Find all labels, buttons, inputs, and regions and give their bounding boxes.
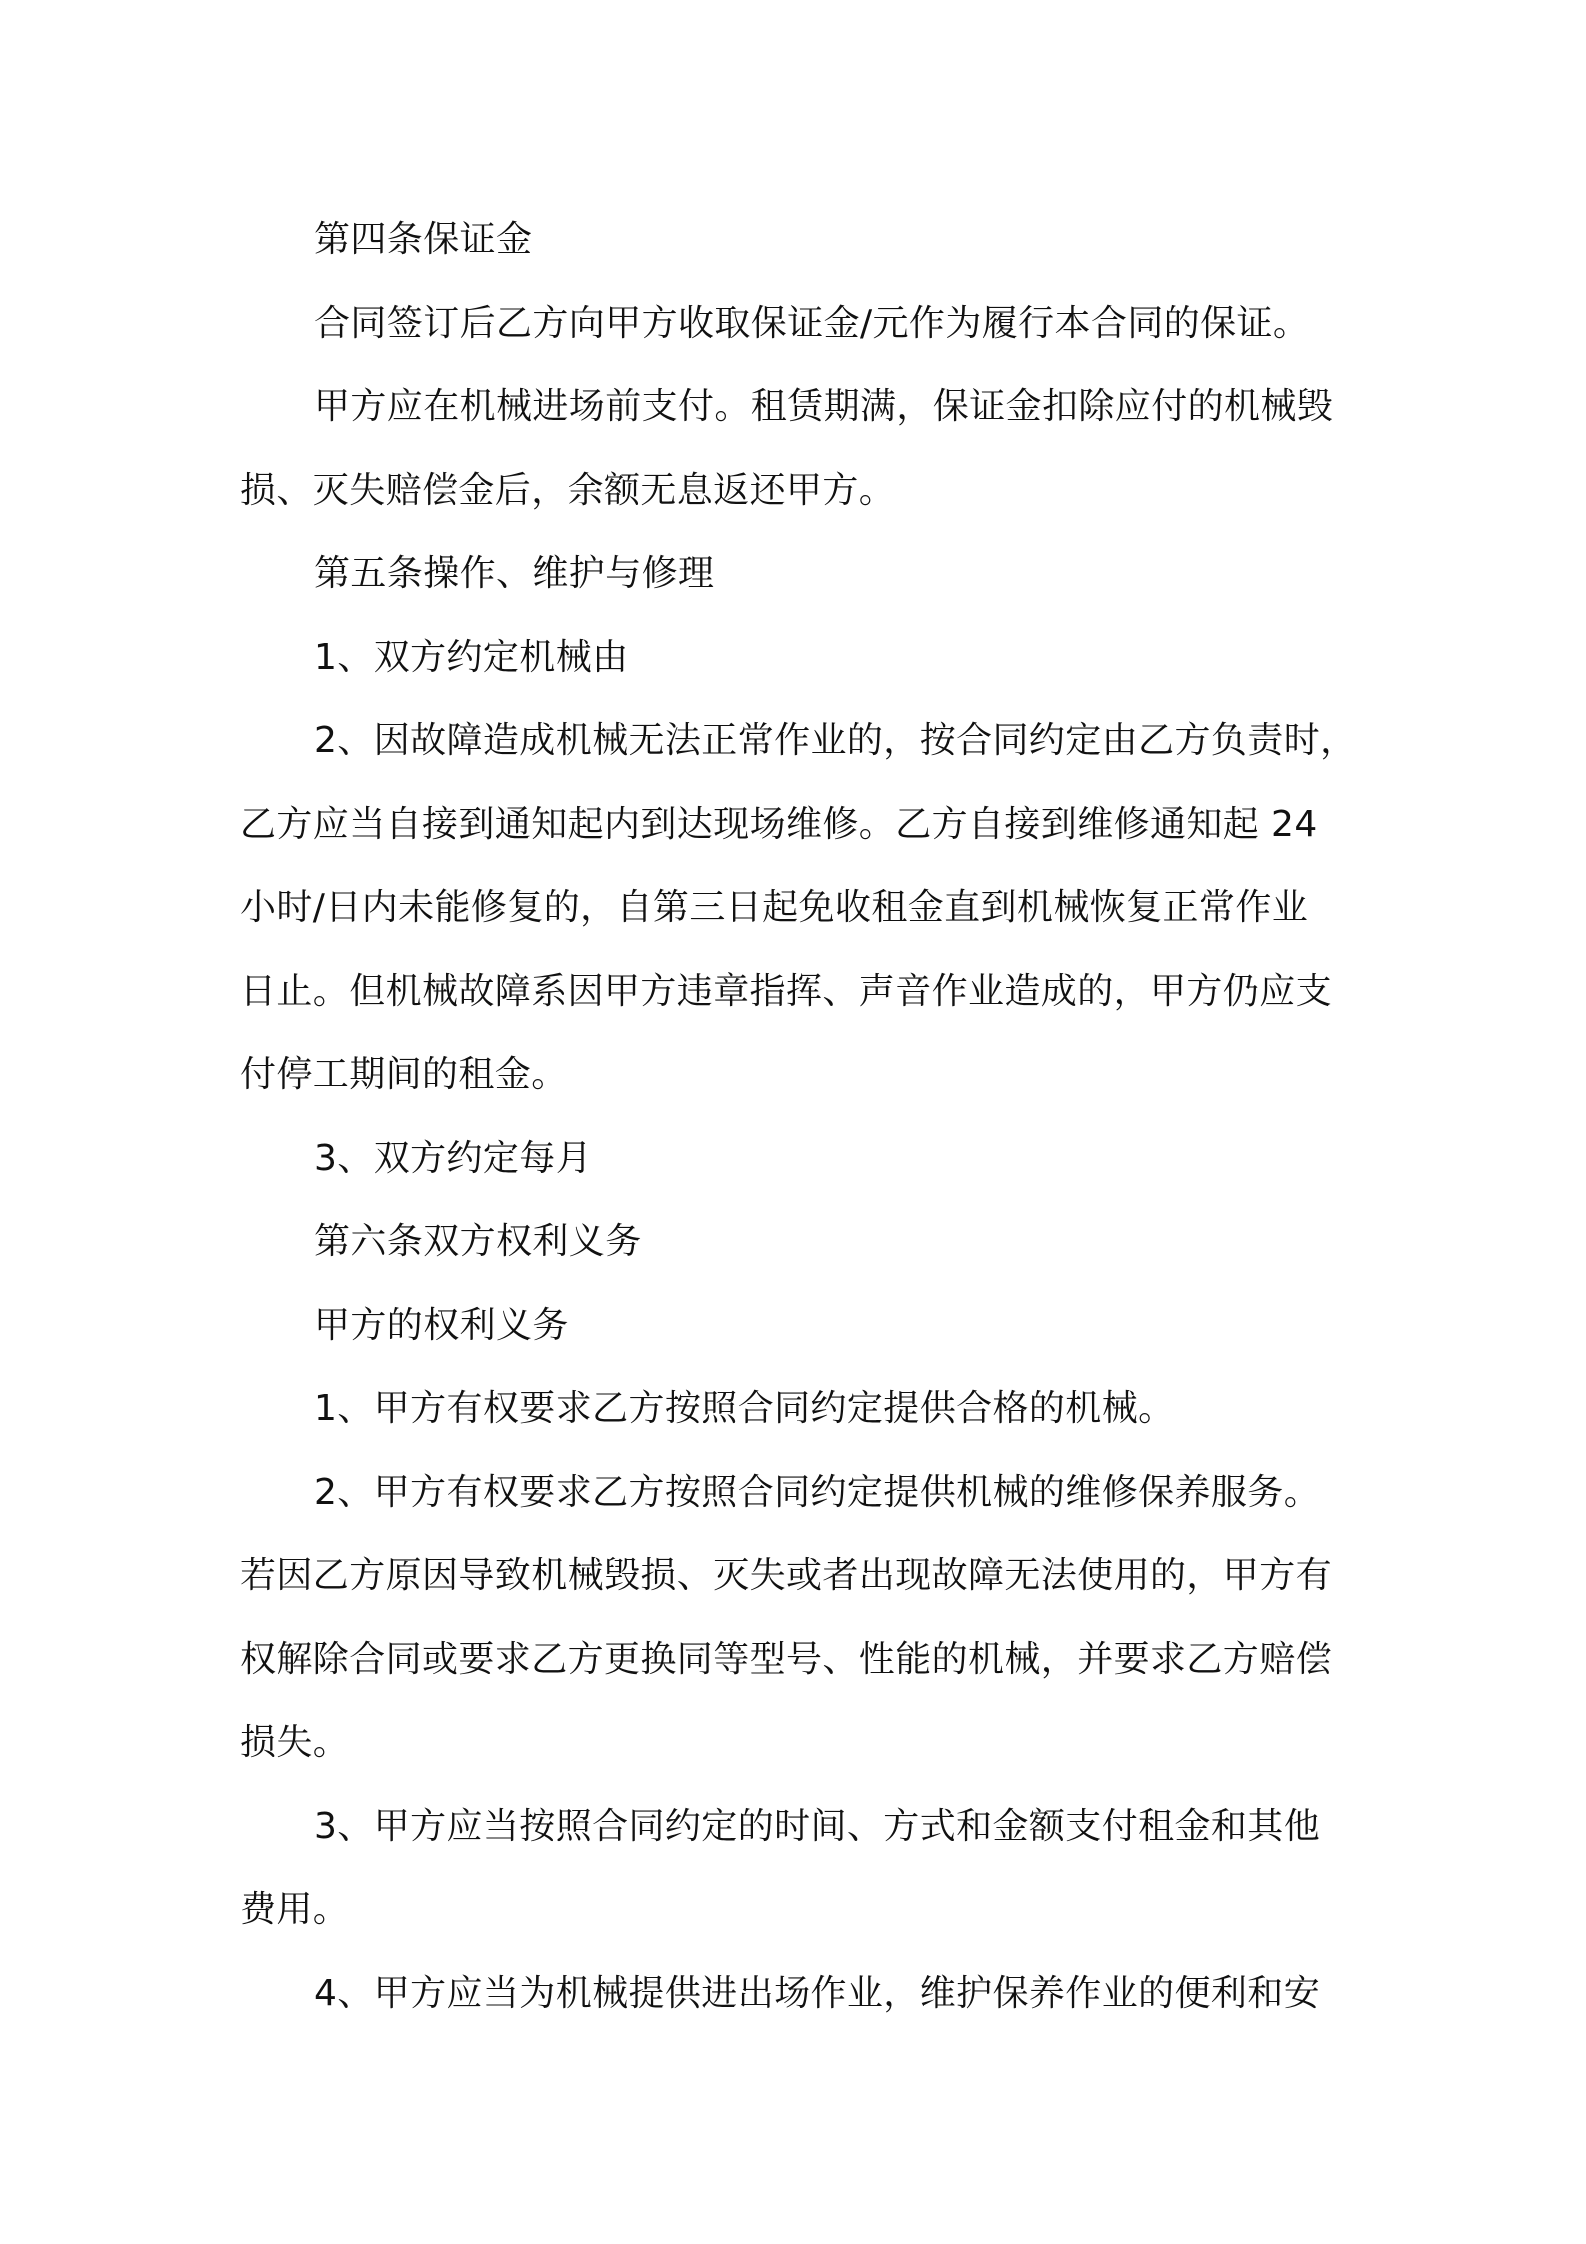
text-line: 4、甲方应当为机械提供进出场作业，维护保养作业的便利和安 [314,1972,1321,2014]
text-line: 损失。 [240,1722,350,1763]
article-4-heading [240,198,1360,282]
text-line: 甲方的权利义务 [314,1304,569,1346]
paragraph [240,1367,1360,1451]
document-body [240,198,1360,2035]
text-line: 3、甲方应当按照合同约定的时间、方式和金额支付租金和其他 [314,1805,1321,1847]
text-line: 第六条双方权利义务 [314,1221,642,1262]
subheading [240,1284,1360,1368]
paragraph [240,1451,1360,1785]
text-line: 小时/日内未能修复的，自第三日起免收租金直到机械恢复正常作业 [240,887,1309,928]
text-line: 付停工期间的租金。 [240,1054,568,1095]
paragraph [240,1952,1360,2036]
text-line: 2、因故障造成机械无法正常作业的，按合同约定由乙方负责时， [314,720,1357,761]
paragraph [240,282,1360,366]
text-line: 乙方应当自接到通知起内到达现场维修。乙方自接到维修通知起 24 [240,803,1318,845]
text-line: 日止。但机械故障系因甲方违章指挥、声音作业造成的，甲方仍应支 [240,970,1333,1012]
text-line: 损、灭失赔偿金后，余额无息返还甲方。 [240,469,896,511]
text-line: 1、双方约定机械由 [314,636,629,678]
text-line: 若因乙方原因导致机械毁损、灭失或者出现故障无法使用的，甲方有 [240,1555,1333,1596]
paragraph [240,1785,1360,1952]
text-line: 权解除合同或要求乙方更换同等型号、性能的机械，并要求乙方赔偿 [240,1638,1333,1680]
paragraph [240,699,1360,1117]
text-line: 费用。 [240,1889,350,1930]
text-line: 合同签订后乙方向甲方收取保证金/元作为履行本合同的保证。 [314,302,1310,344]
text-line: 甲方应在机械进场前支付。租赁期满，保证金扣除应付的机械毁 [314,386,1334,427]
text-line: 3、双方约定每月 [314,1137,593,1179]
paragraph [240,365,1360,532]
paragraph [240,616,1360,700]
text-line: 第五条操作、维护与修理 [314,553,715,594]
paragraph [240,1117,1360,1201]
article-6-heading [240,1200,1360,1284]
article-5-heading [240,532,1360,616]
text-line: 2、甲方有权要求乙方按照合同约定提供机械的维修保养服务。 [314,1471,1321,1513]
text-line: 1、甲方有权要求乙方按照合同约定提供合格的机械。 [314,1388,1175,1429]
text-line: 第四条保证金 [314,219,533,260]
